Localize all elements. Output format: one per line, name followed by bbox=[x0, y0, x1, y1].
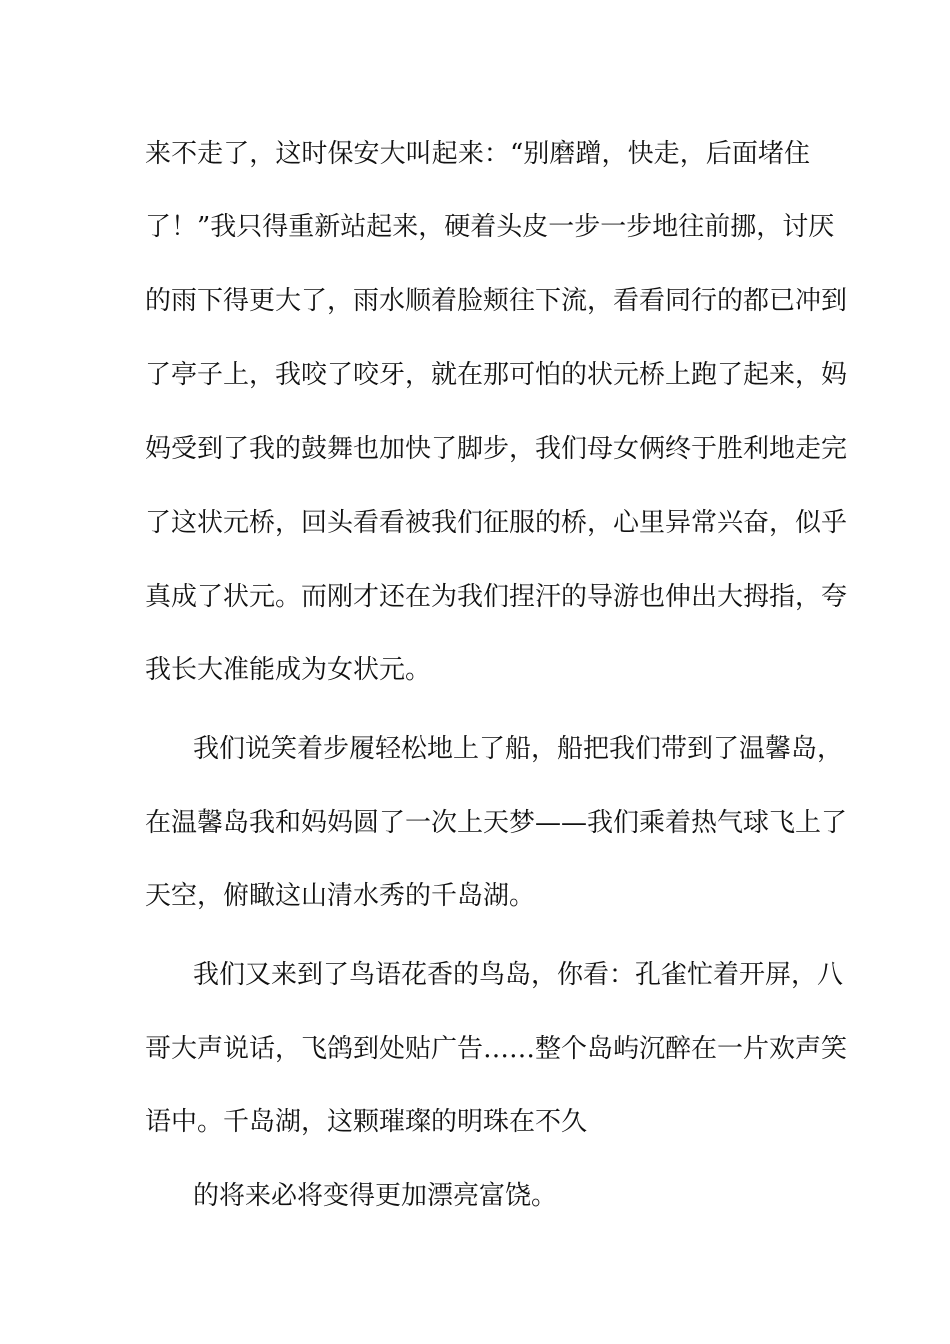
text-line-8: 我长大准能成为女状元。 bbox=[145, 655, 432, 685]
text-line-15: 的将来必将变得更加漂亮富饶。 bbox=[193, 1181, 558, 1211]
text-line-12: 我们又来到了鸟语花香的鸟岛，你看：孔雀忙着开屏，八 bbox=[193, 960, 844, 990]
text-line-10: 在温馨岛我和妈妈圆了一次上天梦——我们乘着热气球飞上了 bbox=[145, 808, 848, 838]
text-line-2: 了！”我只得重新站起来，硬着头皮一步一步地往前挪，讨厌 bbox=[145, 212, 835, 242]
text-line-1: 来不走了，这时保安大叫起来：“别磨蹭，快走，后面堵住 bbox=[145, 139, 810, 169]
text-line-9: 我们说笑着步履轻松地上了船，船把我们带到了温馨岛， bbox=[193, 734, 844, 764]
text-line-3: 的雨下得更大了，雨水顺着脸颊往下流，看看同行的都已冲到 bbox=[145, 286, 848, 316]
text-line-14: 语中。千岛湖，这颗璀璨的明珠在不久 bbox=[145, 1107, 588, 1137]
text-line-6: 了这状元桥，回头看看被我们征服的桥，心里异常兴奋，似乎 bbox=[145, 508, 848, 538]
text-line-7: 真成了状元。而刚才还在为我们捏汗的导游也伸出大拇指，夸 bbox=[145, 582, 848, 612]
text-line-13: 哥大声说话，飞鸽到处贴广告……整个岛屿沉醉在一片欢声笑 bbox=[145, 1034, 848, 1064]
text-line-5: 妈受到了我的鼓舞也加快了脚步，我们母女俩终于胜利地走完 bbox=[145, 434, 848, 464]
text-line-11: 天空，俯瞰这山清水秀的千岛湖。 bbox=[145, 881, 536, 911]
text-line-4: 了亭子上，我咬了咬牙，就在那可怕的状元桥上跑了起来，妈 bbox=[145, 360, 848, 390]
